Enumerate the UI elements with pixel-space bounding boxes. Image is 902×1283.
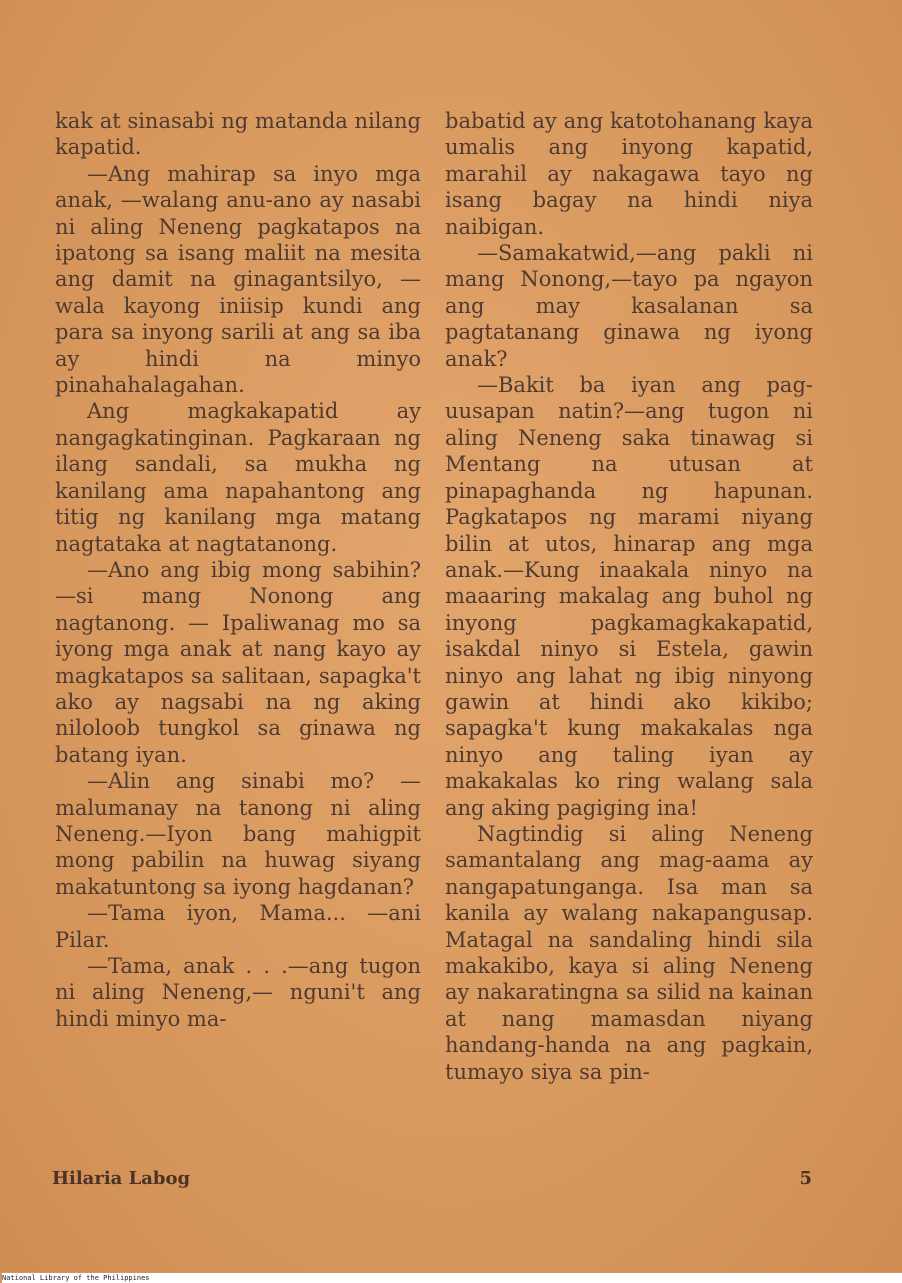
paragraph: —Tama iyon, Mama... —ani Pilar. — [55, 901, 421, 952]
paragraph: —Tama, anak . . .—ang tugon ni aling Neneng,— nguni't ang hindi minyo ma- — [55, 954, 421, 1031]
library-credit: National Library of the Philippines — [2, 1273, 902, 1283]
paragraph: —Ang mahirap sa inyo mga anak, —walang anu-ano ay nasabi ni aling Neneng pagkatapos na ipatong sa isang maliit na mesita ang damit na ginagantsilyo, — wala kayong iniisip kundi ang para sa inyong sarili at ang sa iba ay hindi na minyo pinahahalagahan. — [55, 161, 421, 398]
right-text-column — [445, 108, 813, 1085]
paragraph: —Alin ang sinabi mo? — malumanay na tanong ni aling Neneng.—Iyon bang mahigpit mong pabilin na huwag siyang makatuntong sa iyong hagdanan? — [55, 769, 421, 899]
paragraph: Ang magkakapatid ay nangagkatinginan. Pagkaraan ng ilang sandali, sa mukha ng kanilang ama napahantong ang titig ng kanilang mga matang nagtataka at nagtatanong. — [55, 399, 421, 556]
paragraph: —Bakit ba iyan ang pag-uusapan natin?—ang tugon ni aling Neneng saka tinawag si Mentang na utusan at pinapaghanda ng hapunan. Pagkatapos ng marami niyang bilin at utos, hinarap ang mga anak.—Kung inaakala ninyo na maaaring makalag ang buhol ng inyong pagkamagkakapatid, isakdal ninyo si Estela, gawin ninyo ang lahat ng ibig ninyong gawin at hindi ako kikibo; sapagka't kung makakalas nga ninyo ang taling iyan ay makakalas ko ring walang sala ang aking pagiging ina! — [445, 373, 813, 820]
page-number: 5 — [799, 1168, 812, 1189]
footer-author: Hilaria Labog — [52, 1168, 191, 1189]
paragraph: babatid ay ang katotohanang kaya umalis ang inyong kapatid, marahil ay nakagawa tayo ng isang bagay na hindi niya naibigan. — [445, 109, 813, 239]
paragraph: Nagtindig si aling Neneng samantalang ang mag-aama ay nangapatunganga. Isa man sa kanila ay walang nakapangusap. Matagal na sandaling hindi sila makakibo, kaya si aling Neneng ay nakaratingna sa silid na kainan at nang mamasdan niyang handang-handa na ang pagkain, tumayo siya sa pin- — [445, 821, 813, 1084]
paragraph: —Ano ang ibig mong sabihin?—si mang Nonong ang nagtanong. — Ipaliwanag mo sa iyong mga anak at nang kayo ay magkatapos sa salitaan, sapagka't ako ay nagsabi na ng aking niloloob tungkol sa ginawa ng batang iyan. — [55, 557, 421, 767]
left-text-column — [55, 108, 421, 1032]
paragraph: kak at sinasabi ng matanda nilang kapatid. — [55, 109, 421, 160]
page-footer — [52, 1168, 812, 1189]
paragraph: —Samakatwid,—ang pakli ni mang Nonong,—tayo pa ngayon ang may kasalanan sa pagtatanang ginawa ng iyong anak? — [445, 241, 813, 371]
